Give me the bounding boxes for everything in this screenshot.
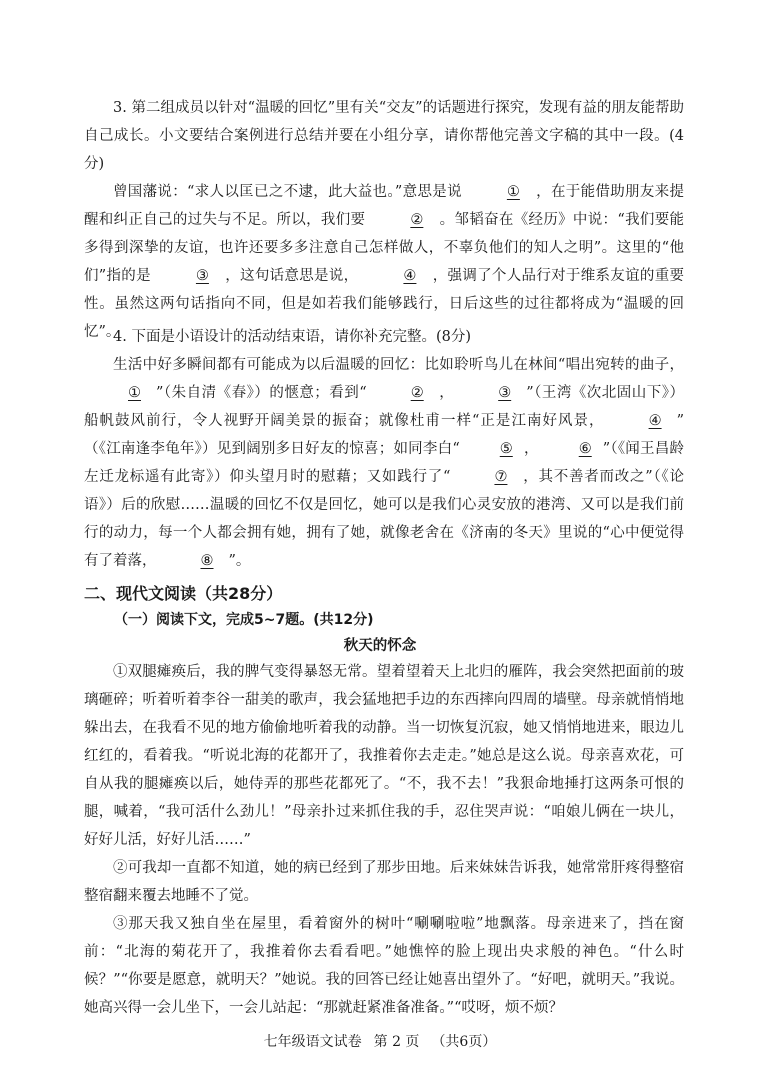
footer-subject: 七年级语文试卷 — [263, 1034, 362, 1050]
blank-7: ⑦ — [494, 469, 508, 485]
section-heading: 二、现代文阅读（共28分） — [84, 584, 283, 603]
passage-title: 秋天的怀念 — [343, 638, 417, 654]
passage-paragraph-1: ①双腿瘫痪后，我的脾气变得暴怒无常。望着望着天上北归的雁阵，我会突然把面前的玻璃砸碎；听着听着李谷一甜美的歌声，我会猛地把手边的东西摔向四周的墙壁。母亲就悄悄地躲出去，在我看不见的地方偷偷地听着我的动静。当一切恢复沉寂，她又悄悄地进来，眼边儿红红的，看着我。“听说北海的花都开了，我推着你去走走。”她总是这么说。母亲喜欢花，可自从我的腿瘫痪以后，她侍弄的那些花都死了。“不，我不去！”我狠命地捶打这两条可恨的腿，喊着，“我可活什么劲儿！”母亲扑过来抓住我的手，忍住哭声说：“咱娘儿俩在一块儿，好好儿活，好好儿活……” — [84, 664, 684, 848]
question-3 — [84, 94, 684, 346]
question-4 — [84, 323, 699, 575]
text-segment: 。邹韬奋在《经历》中说：“我们要能多得到深挚的友谊，也许还要多多注意自己怎样做人，不辜负他们的知人之明”。这里的“他们”指的是 — [84, 212, 685, 284]
passage-paragraph-3: ③那天我又独自坐在屋里，看着窗外的树叶“唰唰啦啦”地飘落。母亲进来了，挡在窗前：“北海的菊花开了，我推着你去看看吧。”她憔悴的脸上现出央求般的神色。“什么时候？”“你要是愿意，就明天？”她说。我的回答已经让她喜出望外了。“好吧，就明天。”我说。她高兴得一会儿坐下，一会儿站起：“那就赶紧准备准备。”“哎呀，烦不烦？ — [84, 916, 684, 1016]
blank-1: ① — [128, 385, 141, 401]
blank-1: ① — [506, 184, 520, 200]
page-footer — [0, 1030, 760, 1054]
blank-3: ③ — [195, 268, 209, 284]
text-segment: ， — [438, 385, 455, 401]
text-segment: ”。 — [228, 553, 251, 569]
blank-2: ② — [410, 385, 424, 401]
blank-6: ⑥ — [578, 441, 592, 457]
text-segment: ”（朱自清《春》）的惬意；看到“ — [156, 385, 367, 401]
question-3-text — [84, 178, 684, 346]
text-segment: 曾国藩说：“求人以匡已之不逮，此大益也。”意思是说 — [113, 184, 462, 200]
text-segment: ，其不善者而改之”（《论语》）后的欣慰……温暖的回忆不仅是回忆，她可以是我们心灵安放的港湾、又可以是我们前行的动力，每一个人都会拥有她，拥有了她，就像老舍在《济南的冬天》里说的“心中便觉得有了着落， — [84, 469, 684, 569]
text-segment: 生活中好多瞬间都有可能成为以后温暖的回忆：比如聆听鸟儿在林间“唱出宛转的曲子， — [113, 357, 684, 373]
blank-8: ⑧ — [200, 553, 214, 569]
question-4-prompt: 4. 下面是小语设计的活动结束语，请你补充完整。(8分) — [113, 329, 471, 345]
passage-paragraph-2: ②可我却一直都不知道，她的病已经到了那步田地。后来妹妹告诉我，她常常肝疼得整宿整宿翻来覆去地睡不了觉。 — [84, 860, 684, 904]
blank-5: ⑤ — [499, 441, 513, 457]
text-segment: ，在于能借助朋友来提醒和纠正自己的过失与不足。所以，我们要 — [84, 184, 684, 228]
blank-2: ② — [410, 212, 424, 228]
blank-4: ④ — [648, 413, 662, 429]
text-segment: ，这句话意思是说， — [224, 268, 359, 284]
footer-page-number: 第 2 页 — [373, 1034, 420, 1050]
text-segment: ”（王湾《次北固山下》）船帆鼓风前行，令人视野开阔美景的振奋；就像杜甫一样“正是江南好风景， — [84, 385, 685, 429]
question-4-text — [84, 351, 699, 575]
text-segment: ， — [523, 441, 539, 457]
blank-3: ③ — [498, 385, 512, 401]
blank-4: ④ — [403, 268, 417, 284]
question-3-prompt: 3. 第二组成员以针对“温暖的回忆”里有关“交友”的话题进行探究，发现有益的朋友能帮助自己成长。小文要结合案例进行总结并要在小组分享，请你帮他完善文字稿的其中一段。(4分) — [84, 100, 684, 172]
footer-total-pages: （共6页） — [431, 1034, 497, 1050]
text-segment: ”（《闻王昌龄左迁龙标遥有此寄》）仰头望月时的慰藉；又如践行了“ — [84, 441, 684, 485]
text-segment: ” （《江南逢李龟年》）见到阔别多日好友的惊喜；如同李白“ — [84, 413, 699, 457]
passage — [84, 658, 684, 1022]
section-subheading: （一）阅读下文，完成5~7题。(共12分) — [114, 612, 374, 628]
text-segment: ，强调了个人品行对于维系友谊的重要性。虽然这两句话指向不同，但是如若我们能够践行，日后这些的过往都将成为“温暖的回忆”。 — [84, 268, 685, 340]
